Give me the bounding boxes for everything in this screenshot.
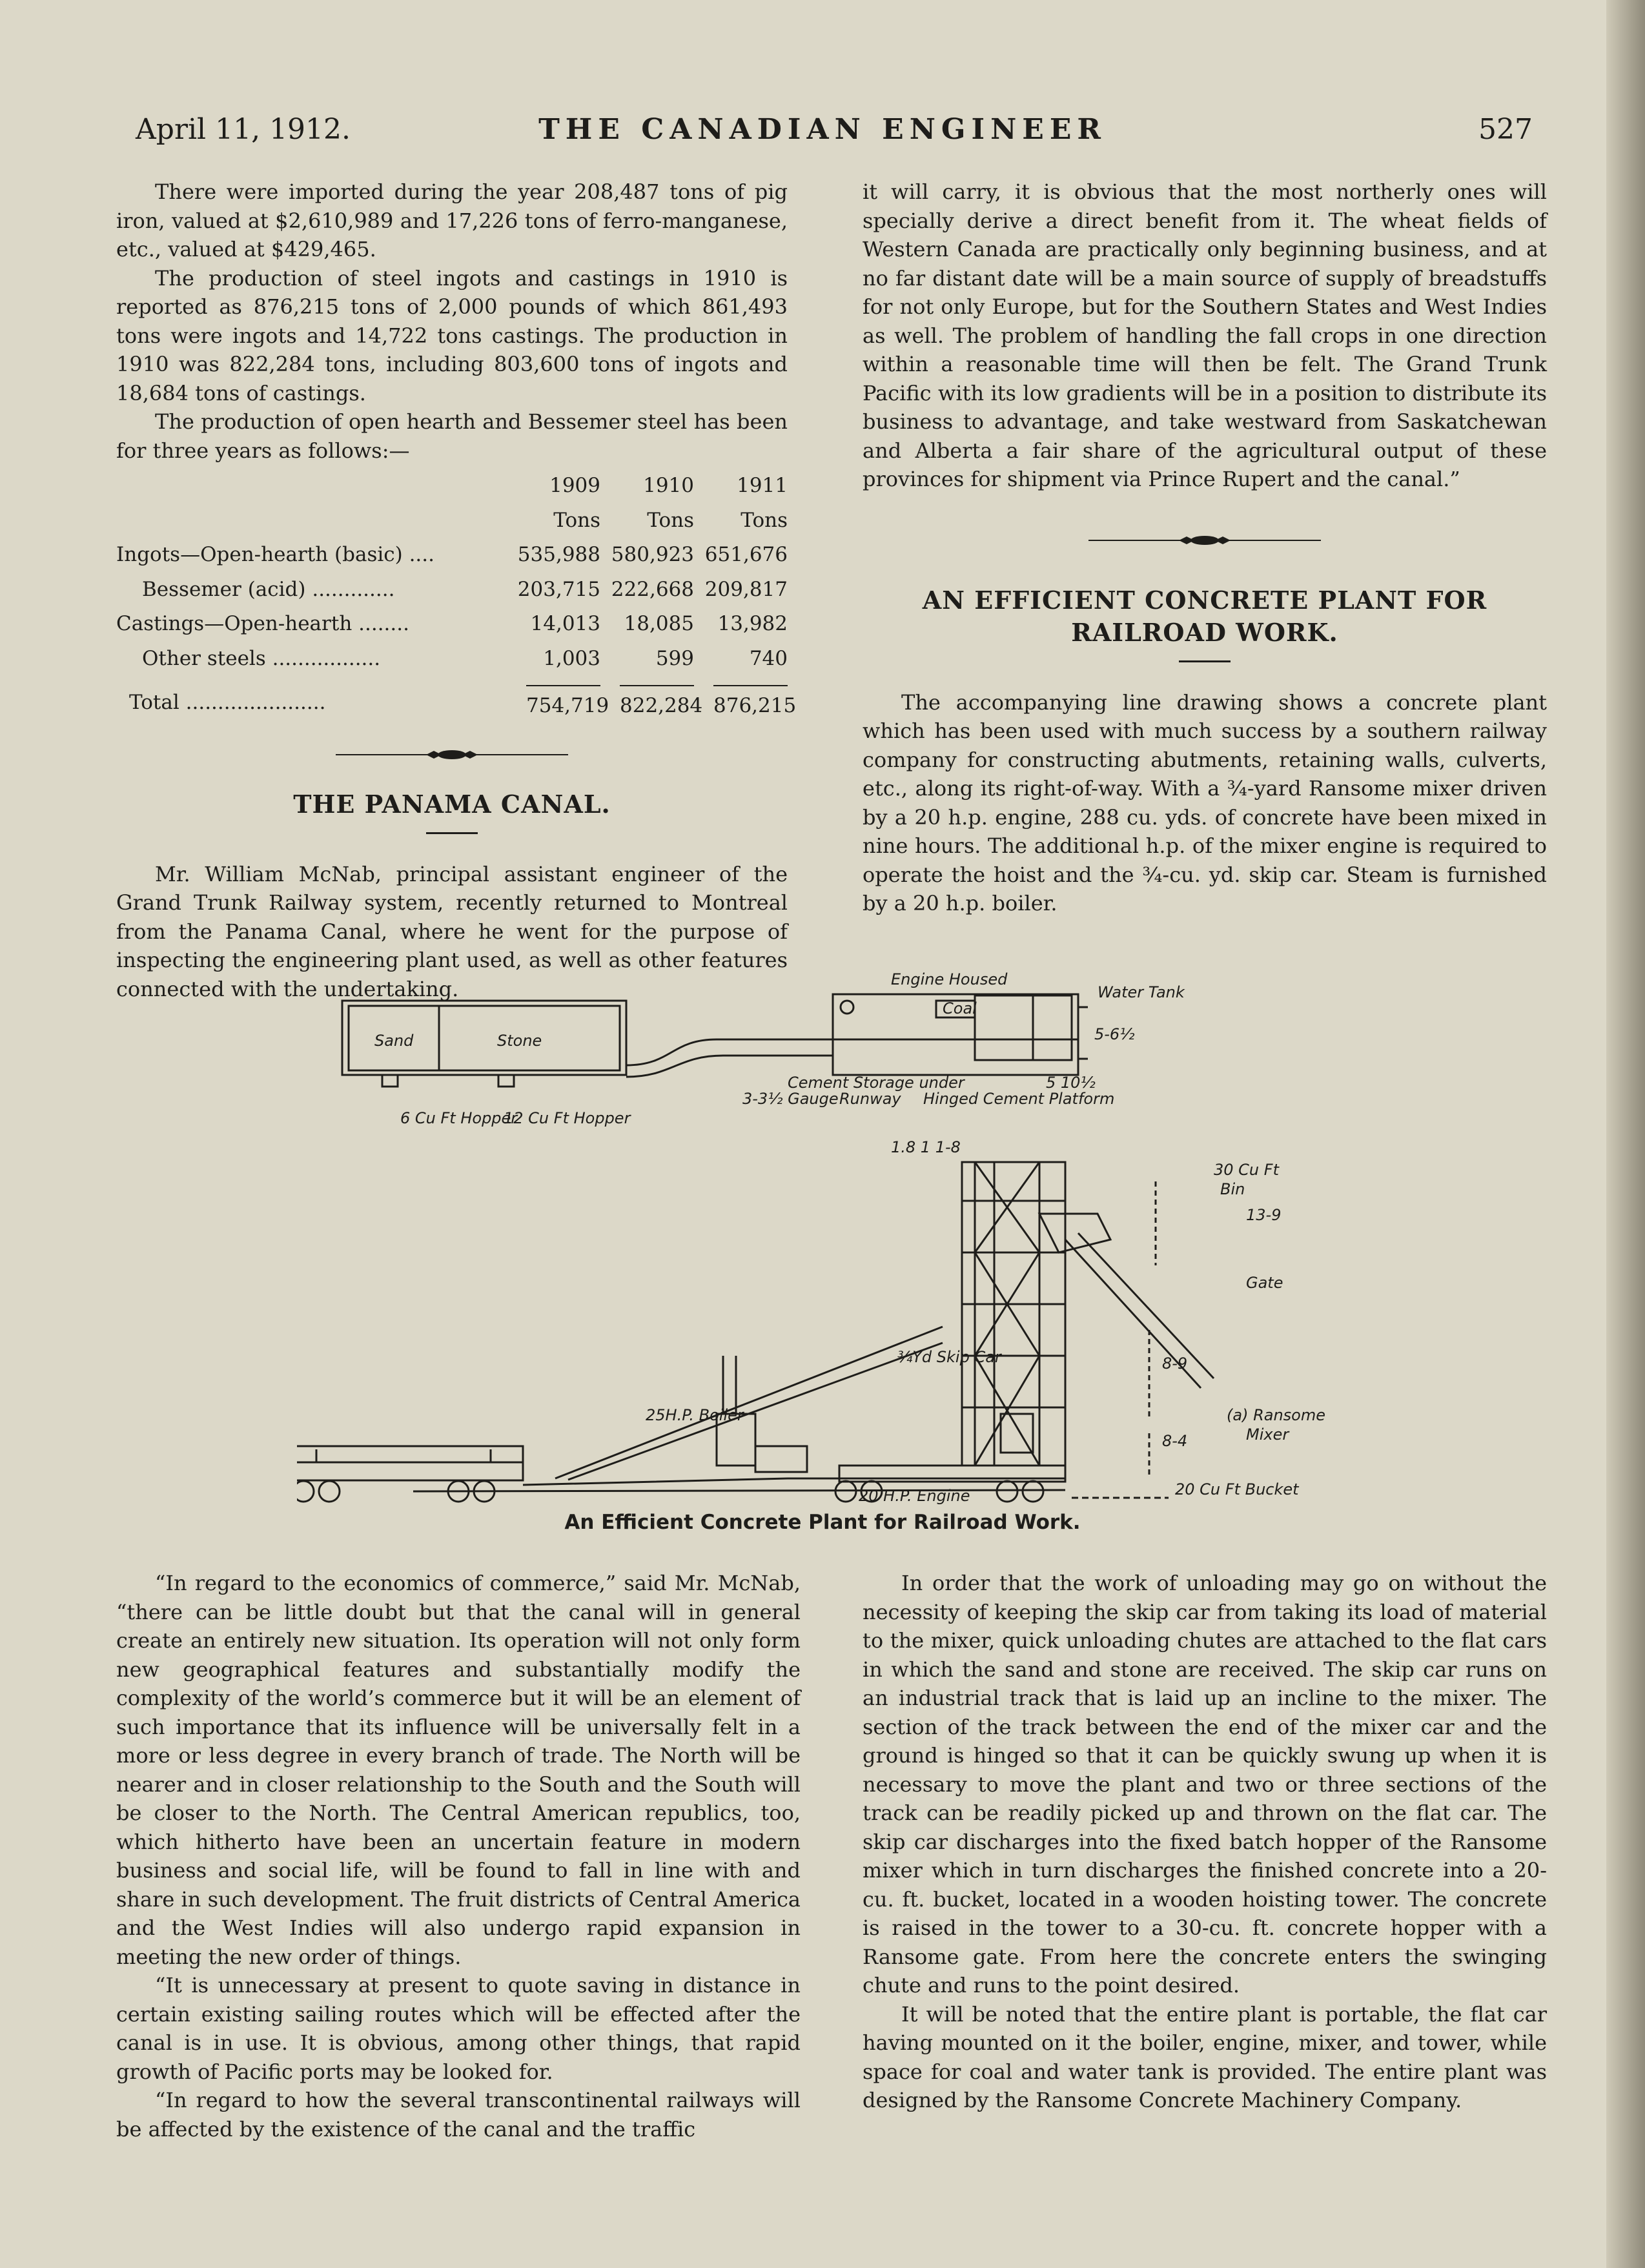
skip-incline <box>555 1327 943 1478</box>
table-cell: 209,817 <box>704 577 788 601</box>
label-dim-13-9: 13-9 <box>1246 1206 1282 1224</box>
row-label: Ingots—Open-hearth (basic) .... <box>116 543 434 566</box>
label-bin-30: 30 Cu Ft <box>1214 1161 1279 1179</box>
section-ornament <box>116 747 788 766</box>
track-upper <box>626 1039 833 1065</box>
paragraph: It will be noted that the entire plant is portable, the flat car having mounted on it the boiler, engine, mixer, and tower, while space for coal and water tank is provided. The entire plant was designed by the Ransome Concrete Machinery Company. <box>863 2001 1547 2112</box>
table-cell: 580,923 <box>611 543 694 566</box>
journal-title: THE CANADIAN ENGINEER <box>538 113 1107 146</box>
label-ransome: (a) Ransome <box>1227 1406 1325 1424</box>
table-cell: 14,013 <box>530 612 600 635</box>
row-label: Other steels ................. <box>142 646 381 670</box>
label-runway: Runway <box>839 1090 901 1108</box>
table-row <box>116 538 788 573</box>
section-ornament <box>863 533 1547 552</box>
label-hinged-platform: Hinged Cement Platform <box>923 1090 1115 1108</box>
paragraph: “In regard to how the several transcontinental railways will be affected by the existence of the canal and the traffic <box>116 2088 801 2141</box>
page-spine-shadow <box>1606 0 1645 2268</box>
unit-header: Tons <box>741 508 788 532</box>
row-label: Bessemer (acid) ............. <box>142 577 395 601</box>
label-cement-storage: Cement Storage under <box>788 1074 965 1092</box>
paragraph: Mr. William McNab, principal assistant engineer of the Grand Trunk Railway system, recently returned to Montreal from the Panama Canal, where he went for the purpose of inspecting the engineering plant used, as well as other features connected with the undertaking. <box>116 861 788 1001</box>
paragraph: “In regard to the economics of commerce,” said Mr. McNab, “there can be little doubt but that the canal will in general create an entirely new situation. Its operation will not only form new geographical features and substantially modify the complexity of the world’s commerce but it will be an element of such importance that its influence will be universally felt in a more or less degree in every branch of trade. The North will be nearer and in closer relationship to the South and the South will be closer to the North. The Central American republics, too, which hitherto have been an uncertain feature in modern business and social life, will be found to fall in line with and share in such development. The fruit districts of Central America and the West Indies will also undergo rapid expansion in meeting the new order of things. <box>116 1571 801 1969</box>
concrete-plant-drawing <box>297 968 1330 1511</box>
label-gate: Gate <box>1246 1274 1283 1292</box>
heading-rule <box>1179 660 1231 662</box>
label-coal: Coal <box>943 999 977 1017</box>
year-header: 1911 <box>737 474 788 497</box>
table-cell: 203,715 <box>517 577 600 601</box>
panama-heading: THE PANAMA CANAL. <box>293 789 611 819</box>
table-row <box>116 607 788 642</box>
paragraph: There were imported during the year 208,487 tons of pig iron, valued at $2,610,989 and 17,226 tons of ferro-manganese, etc., valued at $429,465. <box>116 179 788 261</box>
label-skip-car: ¾Yd Skip Car <box>897 1348 1001 1366</box>
table-cell: 754,719 <box>526 685 600 720</box>
flat-car-elevation <box>297 1462 523 1480</box>
table-cell: 740 <box>749 646 788 670</box>
table-cell: 599 <box>655 646 694 670</box>
right-column-bottom <box>863 1569 1547 2115</box>
table-cell: 13,982 <box>717 612 788 635</box>
bin-30 <box>1039 1214 1110 1252</box>
year-header: 1910 <box>643 474 694 497</box>
paragraph: In order that the work of unloading may go on without the necessity of keeping the skip car from taking its load of material to the mixer, quick unloading chutes are attached to the flat cars in which the sand and stone are received. The skip car runs on an industrial track that is laid up an incline to the mixer. The section of the track between the end of the mixer car and the ground is hinged so that it can be quickly swung up when it is necessary to move the plant and two or three sections of the track can be readily picked up and thrown on the flat car. The skip car discharges into the fixed batch hopper of the Ransome mixer which in turn discharges the finished concrete into a 20-cu. ft. bucket, located in a wooden hoisting tower. The concrete is raised in the tower to a 30-cu. ft. concrete hopper with a Ransome gate. From here the concrete enters the swinging chute and runs to the point desired. <box>863 1571 1547 1997</box>
figure-caption: An Efficient Concrete Plant for Railroad Work. <box>564 1511 1081 1534</box>
label-water-tank: Water Tank <box>1098 983 1185 1001</box>
table-unit-row <box>116 504 788 538</box>
label-mixer: Mixer <box>1246 1425 1289 1444</box>
concrete-heading-line1: AN EFFICIENT CONCRETE PLANT FOR <box>922 585 1487 615</box>
label-bin: Bin <box>1220 1180 1245 1198</box>
label-stray: 1.8 1 1-8 <box>891 1138 961 1156</box>
table-row <box>116 573 788 608</box>
left-column-bottom <box>116 1569 801 2143</box>
label-boiler: 25H.P. Boiler <box>646 1406 744 1424</box>
table-cell: 876,215 <box>713 685 788 720</box>
table-row <box>116 642 788 677</box>
hopper-6 <box>382 1075 398 1087</box>
heading-rule <box>426 832 478 834</box>
table-cell: 1,003 <box>543 646 600 670</box>
table-header-row <box>116 469 788 504</box>
table-total-row <box>116 676 788 724</box>
right-column-top <box>863 178 1547 918</box>
hopper-12 <box>498 1075 514 1087</box>
paragraph: The production of steel ingots and castings in 1910 is reported as 876,215 tons of 2,000 pounds of which 861,493 tons were ingots and 14,722 tons castings. The production in 1910 was 822,284 tons, including 803,600 tons of ingots and 18,684 tons of castings. <box>116 265 788 405</box>
year-header: 1909 <box>549 474 600 497</box>
label-engine: 20 H.P. Engine <box>859 1487 970 1505</box>
label-stone: Stone <box>497 1032 542 1050</box>
paragraph: it will carry, it is obvious that the most northerly ones will specially derive a direct benefit from it. The wheat fields of Western Canada are practically only beginning business, and at no far distant date will be a main source of supply of breadstuffs for not only Europe, but for the Southern States and West Indies as well. The problem of handling the fall crops in one direction within a reasonable time will then be felt. The Grand Trunk Pacific with its low gradients will be in a position to distribute its business to advantage, and take westward from Saskatchewan and Alberta a fair share of the agricultural output of these provinces for shipment via Prince Rupert and the canal.” <box>863 179 1547 491</box>
table-cell: 18,085 <box>624 612 694 635</box>
paragraph: The production of open hearth and Bessemer steel has been for three years as follows:— <box>116 409 788 463</box>
row-label: Total ...................... <box>129 691 326 714</box>
label-gauge: 3-3½ Gauge <box>742 1090 839 1108</box>
unit-header: Tons <box>553 508 600 532</box>
row-label: Castings—Open-hearth ........ <box>116 612 409 635</box>
concrete-heading-line2: RAILROAD WORK. <box>1071 617 1338 647</box>
label-hopper-6: 6 Cu Ft Hopper <box>400 1109 518 1127</box>
label-dim-5-10: 5 10½ <box>1046 1074 1096 1092</box>
page-number: 527 <box>1478 113 1533 146</box>
label-hopper-12: 12 Cu Ft Hopper <box>504 1109 631 1127</box>
label-dim-8-4: 8-4 <box>1162 1432 1188 1450</box>
left-column-top <box>116 178 797 1003</box>
steel-production-table <box>116 469 797 724</box>
label-engine-housed: Engine Housed <box>891 970 1008 988</box>
table-cell: 651,676 <box>704 543 788 566</box>
label-dim-5-6: 5-6½ <box>1094 1025 1135 1043</box>
issue-date: April 11, 1912. <box>136 113 351 146</box>
label-dim-8-9: 8-9 <box>1162 1354 1188 1373</box>
table-cell: 822,284 <box>620 685 694 720</box>
paragraph: The accompanying line drawing shows a concrete plant which has been used with much success by a southern railway company for constructing abutments, retaining walls, culverts, etc., along its right-of-way. With a ¾-yard Ransome mixer driven by a 20 h.p. engine, 288 cu. yds. of concrete have been mixed in nine hours. The additional h.p. of the mixer engine is required to operate the hoist and the ¾-cu. yd. skip car. Steam is furnished by a 20 h.p. boiler. <box>863 690 1547 915</box>
label-sand: Sand <box>374 1032 414 1050</box>
label-bucket: 20 Cu Ft Bucket <box>1175 1480 1299 1498</box>
unit-header: Tons <box>647 508 694 532</box>
table-cell: 222,668 <box>611 577 694 601</box>
paragraph: “It is unnecessary at present to quote saving in distance in certain existing sailing routes which will be effected after the canal is in use. It is obvious, among other things, that rapid growth of Pacific ports may be looked for. <box>116 1973 801 2084</box>
table-cell: 535,988 <box>517 543 600 566</box>
